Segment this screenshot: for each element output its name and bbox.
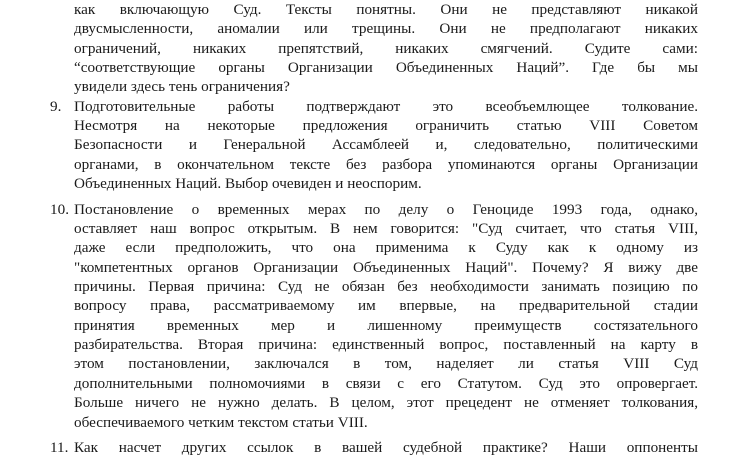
text-line: Объединенных Наций. Выбор очевиден и неоспорим. [74, 175, 422, 193]
paragraph-number: 10. [50, 200, 69, 218]
text-line: увидели здесь тень ограничения? [74, 78, 290, 96]
text-line: Подготовительные работы подтверждают это всеобъемлющее толкование. [74, 97, 698, 115]
text-line: “соответствующие органы Организации Объединенных Наций”. Где бы мы [74, 59, 698, 76]
text-line: оставляет наш вопрос открытым. В нем говорится: "Суд считает, что статья VIII, [74, 220, 698, 237]
text-line: дополнительными полномочиями в связи с его Статутом. Суд это опровергает. [74, 374, 698, 392]
text-line: Как насчет других ссылок в вашей судебной практике? Наши оппоненты [74, 439, 698, 456]
paragraph-number: 11. [50, 439, 69, 456]
text-line: даже если предположить, что она применима к Суду как к одному из [74, 239, 698, 257]
text-line: принятия временных мер и лишенному преимуществ состязательного [74, 316, 698, 334]
text-line: Больше ничего не нужно делать. В целом, этот прецедент не отменяет толкования, [74, 394, 698, 412]
text-line: органами, в окончательном тексте без разбора упоминаются органы Организации [74, 155, 698, 173]
paragraph-number: 9. [50, 97, 62, 115]
text-line: ограничений, никаких препятствий, никаких смягчений. Судите сами: [74, 39, 698, 57]
text-line: "компетентных органов Организации Объединенных Наций". Почему? Я вижу две [74, 258, 698, 276]
text-line: обеспечиваемого четким текстом статьи VIII. [74, 413, 368, 431]
text-line: причины. Первая причина: Суд не обязан без необходимости занимать позицию по [74, 278, 698, 295]
text-line: Безопасности и Генеральной Ассамблеей и, следовательно, политическими [74, 136, 698, 154]
text-line: разбирательства. Вторая причина: единственный вопрос, поставленный на карту в [74, 336, 698, 354]
text-line: как включающую Суд. Тексты понятны. Они не представляют никакой [74, 1, 698, 18]
text-line: Постановление о временных мерах по делу о Геноциде 1993 года, однако, [74, 200, 698, 218]
text-line: вопросу права, рассматриваемому им впервые, на предварительной стадии [74, 297, 698, 315]
text-line: этом постановлении, заключался в том, наделяет ли статья VIII Суд [74, 355, 698, 373]
text-line: двусмысленности, аномалии или трещины. Они не предполагают никаких [74, 20, 698, 38]
text-line: Несмотря на некоторые предложения ограничить статью VIII Советом [74, 117, 698, 135]
